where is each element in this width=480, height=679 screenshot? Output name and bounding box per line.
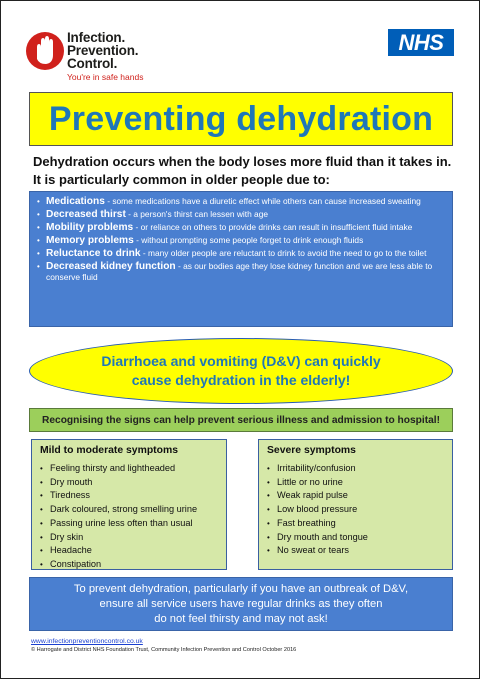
bullet-icon: • (40, 464, 43, 473)
bullet-icon: • (37, 222, 40, 232)
symptom-text: Feeling thirsty and lightheaded (50, 463, 176, 473)
symptom-text: No sweat or tears (277, 545, 349, 556)
list-item (36, 261, 444, 284)
bullet-icon: • (40, 518, 43, 528)
cause-title: Decreased kidney function (46, 260, 176, 272)
bullet-icon: • (40, 532, 43, 542)
list-item (267, 476, 444, 490)
symptom-text: Little or no urine (277, 476, 343, 487)
cause-title: Memory problems (46, 234, 134, 246)
symptom-text: Dry mouth and tongue (277, 531, 368, 542)
list-item (267, 489, 444, 503)
symptom-text: Fast breathing (277, 517, 336, 528)
symptom-text: Dry mouth (50, 476, 93, 487)
logo-line-2: Prevention. (67, 43, 139, 58)
list-item (267, 531, 444, 545)
list-item (267, 503, 444, 517)
cause-text: - many older people are reluctant to drink to avoid the need to go to the toilet (140, 247, 427, 258)
severe-symptoms-box (258, 439, 453, 570)
symptom-text: Low blood pressure (277, 504, 358, 515)
logo-tagline: You're in safe hands (67, 72, 144, 82)
list-item (40, 462, 218, 476)
causes-list (29, 191, 453, 327)
cause-text: - some medications have a diuretic effect while others can cause increased sweating (104, 196, 421, 206)
bullet-icon: • (40, 559, 43, 569)
symptom-text: Weak rapid pulse (277, 490, 348, 501)
list-item (36, 222, 444, 233)
prevention-message (29, 577, 453, 631)
signs-banner: Recognising the signs can help prevent serious illness and admission to hospital! (29, 408, 453, 432)
list-item (36, 248, 444, 259)
symptom-text: Irritability/confusion (277, 463, 356, 473)
logo-line-1: Infection. (67, 30, 125, 45)
bullet-icon: • (40, 491, 43, 501)
cause-title: Reluctance to drink (46, 247, 141, 259)
website-link[interactable]: www.infectionpreventioncontrol.co.uk (31, 638, 143, 645)
symptom-text: Headache (50, 545, 92, 556)
copyright-text: © Harrogate and District NHS Foundation Trust, Community Infection Prevention and Control October 2016 (31, 647, 297, 653)
cause-text: - without prompting some people forget to drink enough fluids (133, 234, 364, 245)
dv-warning (29, 338, 453, 404)
symptom-text: Dark coloured, strong smelling urine (50, 504, 198, 515)
severe-symptoms-heading: Severe symptoms (267, 445, 356, 456)
symptom-text: Tiredness (50, 490, 90, 501)
bullet-icon: • (267, 491, 270, 501)
list-item (40, 531, 218, 545)
list-item (40, 489, 218, 503)
list-item (267, 544, 444, 558)
hand-icon (25, 29, 65, 73)
bullet-icon: • (37, 261, 40, 271)
symptom-text: Dry skin (50, 531, 84, 542)
cause-text: - as our bodies age they lose kidney function and we are less able to conserve fluid (46, 260, 433, 282)
bullet-icon: • (267, 505, 270, 515)
bullet-icon: • (37, 235, 40, 245)
mild-symptoms-box (31, 439, 227, 570)
cause-text: - or reliance on others to provide drinks can result in insufficient fluid intake (133, 221, 413, 232)
bullet-icon: • (267, 532, 270, 542)
mild-symptoms-heading: Mild to moderate symptoms (40, 445, 178, 456)
ipc-logo (25, 29, 185, 83)
bullet-icon: • (40, 477, 43, 487)
symptom-text: Passing urine less often than usual (50, 517, 193, 528)
intro-line-1: Dehydration occurs when the body loses more fluid than it takes in. (33, 154, 452, 169)
list-item (36, 196, 444, 207)
list-item (267, 462, 444, 476)
dv-warning-line-2: cause dehydration in the elderly! (131, 372, 351, 388)
list-item (40, 517, 218, 531)
prevention-line-1: To prevent dehydration, particularly if you have an outbreak of D&V, (73, 582, 409, 595)
bullet-icon: • (267, 546, 270, 556)
list-item (40, 558, 218, 572)
dv-warning-line-1: Diarrhoea and vomiting (D&V) can quickly (101, 353, 381, 369)
prevention-line-3: do not feel thirsty and may not ask! (154, 612, 328, 625)
list-item (36, 235, 444, 246)
cause-title: Medications (46, 196, 105, 207)
intro-line-2: It is particularly common in older people due to: (33, 171, 330, 187)
bullet-icon: • (267, 477, 270, 487)
symptom-text: Constipation (50, 558, 102, 569)
bullet-icon: • (40, 546, 43, 556)
bullet-icon: • (37, 209, 40, 219)
intro-text (33, 153, 463, 188)
logo-line-3: Control. (67, 56, 118, 71)
title-banner (29, 92, 453, 146)
list-item (36, 209, 444, 220)
nhs-logo: NHS (388, 29, 454, 56)
bullet-icon: • (37, 248, 40, 258)
cause-text: - a person's thirst can lessen with age (125, 208, 269, 219)
list-item (40, 503, 218, 517)
bullet-icon: • (40, 505, 43, 515)
bullet-icon: • (37, 197, 40, 206)
list-item (267, 517, 444, 531)
page-title: Preventing dehydration (48, 99, 434, 138)
cause-title: Mobility problems (46, 221, 134, 233)
list-item (40, 544, 218, 558)
list-item (40, 476, 218, 490)
bullet-icon: • (267, 464, 270, 473)
prevention-line-2: ensure all service users have regular drinks as they often (99, 597, 383, 610)
cause-title: Decreased thirst (46, 208, 126, 220)
bullet-icon: • (267, 518, 270, 528)
